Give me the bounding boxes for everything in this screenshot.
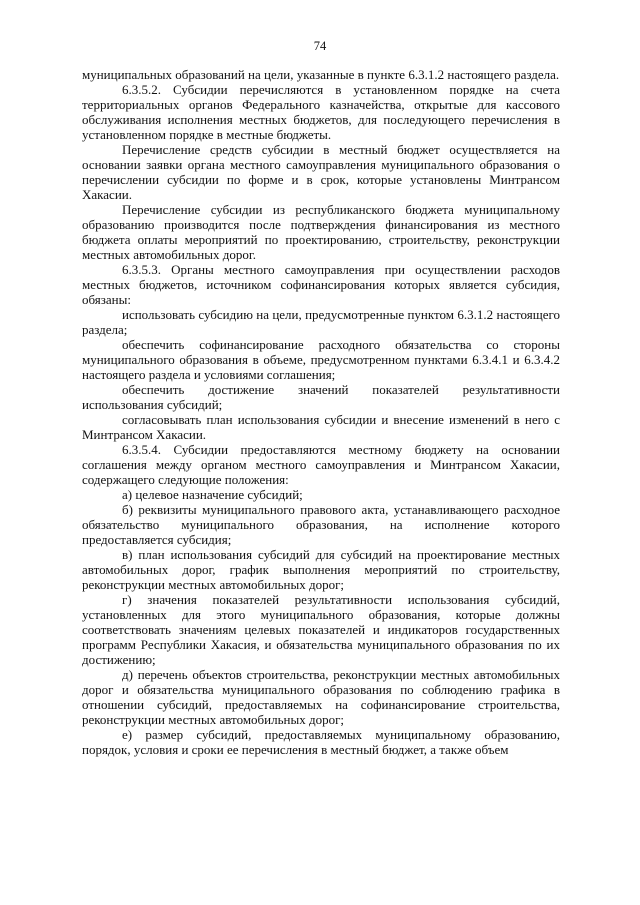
paragraph: а) целевое назначение субсидий;	[122, 487, 303, 502]
paragraph: обеспечить достижение значений показателей результативности использования субсидий;	[82, 382, 560, 412]
paragraph: использовать субсидию на цели, предусмотренные пунктом 6.3.1.2 настоящего раздела;	[82, 307, 560, 337]
paragraph: е) размер субсидий, предоставляемых муниципальному образованию, порядок, условия и сроки ее перечисления в местный бюджет, а также объем	[82, 727, 560, 757]
paragraph: 6.3.5.2. Субсидии перечисляются в установленном порядке на счета территориальных органов Федерального казначейства, открытые для кассового обслуживания исполнения местных бюджетов, для последующего перечисления в установленном порядке в местные бюджеты.	[82, 82, 560, 142]
paragraph: 6.3.5.3. Органы местного самоуправления при осуществлении расходов местных бюджетов, источником софинансирования которых является субсидия, обязаны:	[82, 262, 560, 307]
paragraph: 6.3.5.4. Субсидии предоставляются местному бюджету на основании соглашения между органом местного самоуправления и Минтрансом Хакасии, содержащего следующие положения:	[82, 442, 560, 487]
paragraph: г) значения показателей результативности использования субсидий, установленных для этого муниципального образования, которые должны соответствовать значениям целевых показателей и индикаторов государственных программ Республики Хакасия, и обязательства муниципального образования по их достижению;	[82, 592, 560, 667]
paragraph: муниципальных образований на цели, указанные в пункте 6.3.1.2 настоящего раздела.	[82, 67, 560, 82]
paragraph: в) план использования субсидий для субсидий на проектирование местных автомобильных дорог, график выполнения мероприятий по строительству, реконструкции местных автомобильных дорог;	[82, 547, 560, 592]
body-text	[82, 67, 560, 757]
paragraph: согласовывать план использования субсидии и внесение изменений в него с Минтрансом Хакасии.	[82, 412, 560, 442]
paragraph: б) реквизиты муниципального правового акта, устанавливающего расходное обязательство муниципального образования, на исполнение которого предоставляется субсидия;	[82, 502, 560, 547]
paragraph: д) перечень объектов строительства, реконструкции местных автомобильных дорог и обязательства муниципального образования по соблюдению графика в отношении субсидий, предоставляемых на софинансирование строительства, реконструкции местных автомобильных дорог;	[82, 667, 560, 727]
paragraph: обеспечить софинансирование расходного обязательства со стороны муниципального образования в объеме, предусмотренном пунктами 6.3.4.1 и 6.3.4.2 настоящего раздела и условиями соглашения;	[82, 337, 560, 382]
paragraph: Перечисление субсидии из республиканского бюджета муниципальному образованию производится после подтверждения финансирования из местного бюджета оплаты мероприятий по проектированию, строительству, реконструкции местных автомобильных дорог.	[82, 202, 560, 262]
paragraph: Перечисление средств субсидии в местный бюджет осуществляется на основании заявки органа местного самоуправления муниципального образования о перечислении субсидии по форме и в срок, которые установлены Минтрансом Хакасии.	[82, 142, 560, 202]
page-number: 74	[313, 39, 327, 53]
